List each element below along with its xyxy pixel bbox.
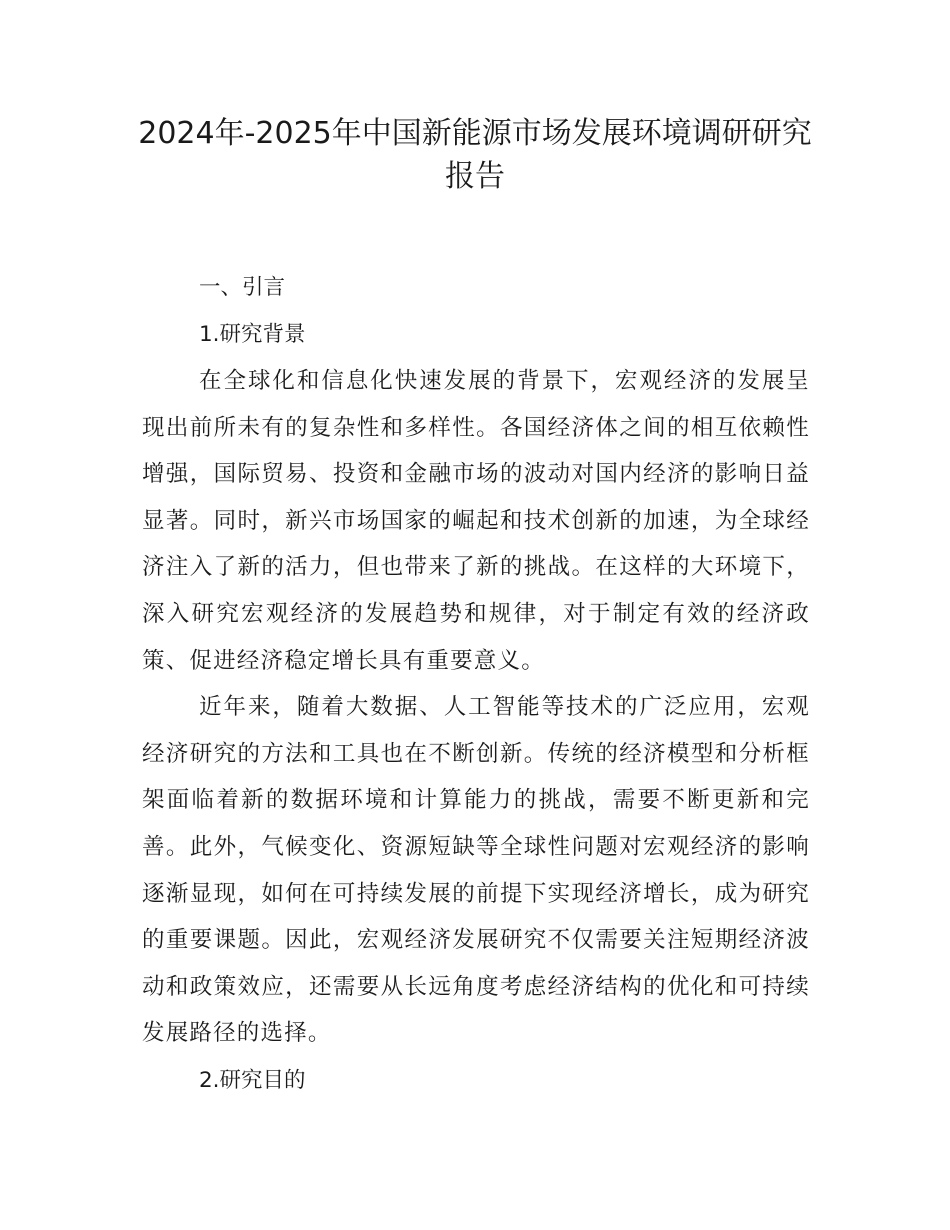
paragraph-background-1: 在全球化和信息化快速发展的背景下，宏观经济的发展呈现出前所未有的复杂性和多样性。各国经济体之间的相互依赖性增强，国际贸易、投资和金融市场的波动对国内经济的影响日益显著。同时，新兴市场国家的崛起和技术创新的加速，为全球经济注入了新的活力，但也带来了新的挑战。在这样的大环境下，深入研究宏观经济的发展趋势和规律，对于制定有效的经济政策、促进经济稳定增长具有重要意义。: [142, 368, 810, 674]
document-body: [142, 264, 810, 1104]
subsection-heading-purpose: 2.研究目的: [199, 1067, 306, 1093]
section-heading-introduction: 一、引言: [199, 275, 286, 300]
subsection-heading-background: 1.研究背景: [199, 322, 306, 347]
paragraph-background-2: 近年来，随着大数据、人工智能等技术的广泛应用，宏观经济研究的方法和工具也在不断创新。传统的经济模型和分析框架面临着新的数据环境和计算能力的挑战，需要不断更新和完善。此外，气候变化、资源短缺等全球性问题对宏观经济的影响逐渐显现，如何在可持续发展的前提下实现经济增长，成为研究的重要课题。因此，宏观经济发展研究不仅需要关注短期经济波动和政策效应，还需要从长远角度考虑经济结构的优化和可持续发展路径的选择。: [142, 694, 810, 1047]
document-title: 2024年-2025年中国新能源市场发展环境调研研究报告: [138, 116, 812, 194]
